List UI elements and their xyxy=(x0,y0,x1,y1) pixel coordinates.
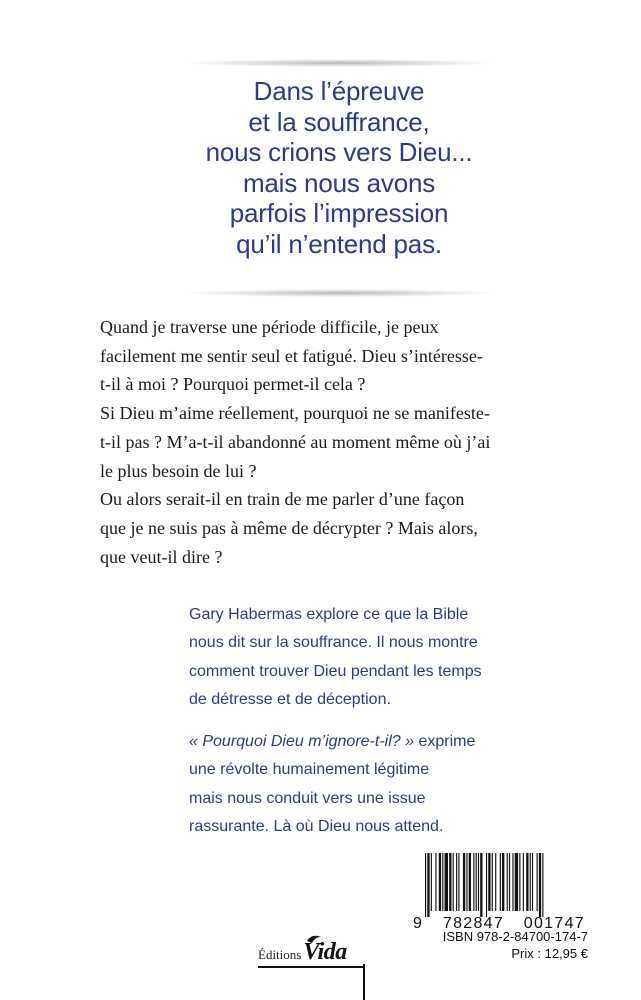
barcode-bar xyxy=(435,853,436,911)
barcode-bars xyxy=(413,853,585,917)
barcode-bar xyxy=(486,853,487,917)
barcode-bar xyxy=(478,853,479,911)
publisher-name xyxy=(303,939,346,966)
quote-line: qu’il n’entend pas. xyxy=(236,228,442,259)
blurb-line: Gary Habermas explore ce que la Bible xyxy=(189,606,469,623)
blurb-line xyxy=(189,728,519,756)
dove-icon xyxy=(307,935,321,943)
pull-quote-box xyxy=(183,60,495,296)
body-line: Quand je traverse une période difficile, je peux xyxy=(100,317,439,337)
barcode-bar xyxy=(449,853,451,911)
barcode-bar xyxy=(453,853,454,911)
barcode-bar xyxy=(442,853,443,911)
blurb-line-rest: exprime xyxy=(414,733,476,751)
barcode-bar xyxy=(445,853,448,911)
barcode-bar xyxy=(466,853,467,911)
blurb-line: une révolte humainement légitime xyxy=(189,761,430,779)
barcode-bar xyxy=(526,853,528,911)
blurb-line: nous dit sur la souffrance. Il nous montre xyxy=(189,634,478,652)
publisher-underline xyxy=(258,966,364,968)
barcode-bar xyxy=(495,853,496,911)
publisher-logo xyxy=(258,936,347,966)
publisher-divider xyxy=(363,964,365,1000)
barcode-digit-group: 9 xyxy=(413,915,424,932)
barcode-bar xyxy=(458,853,459,911)
barcode-bar xyxy=(463,853,465,911)
quote-line: et la souffrance, xyxy=(248,106,430,137)
body-line: Ou alors serait-il en train de me parler d’une façon xyxy=(100,489,465,510)
blurb-line: de détresse et de déception. xyxy=(189,690,391,708)
quote-line: mais nous avons xyxy=(242,167,436,198)
isbn-price-block xyxy=(430,928,588,962)
blurb-line: mais nous conduit vers une issue xyxy=(189,789,426,807)
barcode-bar xyxy=(515,853,518,911)
pull-quote-text xyxy=(183,76,495,259)
barcode-bar xyxy=(509,853,510,911)
barcode-bar xyxy=(473,853,474,911)
author-blurb xyxy=(189,601,519,841)
barcode-bar xyxy=(500,853,501,911)
barcode-bar xyxy=(439,853,441,911)
publisher-name-text: Vida xyxy=(303,939,347,965)
isbn-number: ISBN 978-2-84700-174-7 xyxy=(442,929,588,944)
blurb-line: rassurante. Là où Dieu nous attend. xyxy=(189,818,444,836)
body-line: le plus besoin de lui ? xyxy=(100,460,257,481)
quote-bottom-rule xyxy=(187,289,491,297)
barcode-bar xyxy=(427,853,429,917)
barcode-bar xyxy=(519,853,520,911)
barcode-bar xyxy=(507,853,508,911)
blurb-line: comment trouver Dieu pendant les temps xyxy=(189,662,482,680)
barcode-bar xyxy=(431,853,432,911)
barcode-bar xyxy=(492,853,493,911)
barcode-bar xyxy=(480,853,482,917)
body-line: t-il pas ? M’a-t-il abandonné au moment même où j’ai xyxy=(100,431,491,452)
barcode-bar xyxy=(530,853,531,911)
barcode-bar xyxy=(523,853,524,911)
paragraph-gap xyxy=(189,714,519,728)
barcode-bar xyxy=(542,853,543,917)
quote-top-rule xyxy=(187,59,491,67)
barcode-bar xyxy=(502,853,504,911)
body-line: t-il à moi ? Pourquoi permet-il cela ? xyxy=(100,374,366,395)
quote-line: parfois l’impression xyxy=(229,198,449,228)
quote-line: nous crions vers Dieu... xyxy=(205,137,473,167)
price: Prix : 12,95 € xyxy=(511,946,588,961)
barcode xyxy=(413,853,585,932)
barcode-digit-group: 001747 xyxy=(523,915,585,932)
barcode-bar xyxy=(532,853,533,911)
body-line: que je ne suis pas à même de décrypter ? Mais alors, xyxy=(100,517,478,538)
barcode-bar xyxy=(425,853,426,917)
publisher-prefix: Éditions xyxy=(258,947,302,962)
barcode-bar xyxy=(456,853,457,911)
barcode-bar xyxy=(469,853,471,911)
quote-line: Dans l’épreuve xyxy=(253,76,425,106)
book-title-quote: « Pourquoi Dieu m’ignore-t-il? » xyxy=(189,733,414,751)
barcode-bar xyxy=(537,853,538,911)
barcode-bar xyxy=(476,853,477,911)
body-line: que veut-il dire ? xyxy=(100,546,223,567)
barcode-bar xyxy=(488,853,490,911)
body-line: facilement me sentir seul et fatigué. Dieu s’intéresse- xyxy=(100,345,483,366)
body-line: Si Dieu m’aime réellement, pourquoi ne se manifeste- xyxy=(100,403,490,424)
barcode-bar xyxy=(539,853,541,917)
barcode-bar xyxy=(512,853,513,911)
barcode-digit-group: 782847 xyxy=(442,915,505,932)
back-cover-body-text xyxy=(100,313,530,571)
